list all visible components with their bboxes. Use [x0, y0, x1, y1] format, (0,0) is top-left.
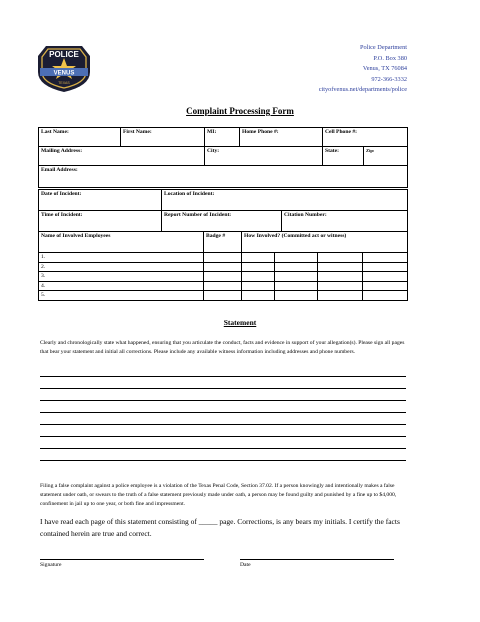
how-involved-header: How Involved? (Committed act or witness)	[242, 232, 408, 253]
badge-cell[interactable]	[204, 291, 242, 301]
statement-line[interactable]	[40, 460, 406, 461]
department-website[interactable]: cityofvenus.net/departments/police	[318, 86, 407, 94]
table-row	[39, 253, 408, 263]
involved-cell[interactable]	[363, 262, 408, 272]
false-complaint-warning: Filing a false complaint against a police employee is a violation of the Texas Penal Code, Section 37.02. If a person knowingly and intentionally makes a false statement under oath, or swears to the truth of a false statement previously made under oath, a person may be found guilty and punished by a fine up to $4,000, confinement in jail up to one year, or both fine and impressment.	[40, 483, 397, 507]
home-phone-field[interactable]: Home Phone #:	[240, 128, 323, 147]
city-field[interactable]: City:	[205, 147, 323, 166]
statement-line[interactable]	[40, 424, 406, 425]
statement-heading: Statement	[223, 318, 257, 327]
statement-line[interactable]	[40, 388, 406, 389]
badge-cell[interactable]	[204, 272, 242, 282]
mi-field[interactable]: MI:	[205, 128, 240, 147]
employees-table	[38, 231, 408, 301]
involved-cell[interactable]	[242, 281, 275, 291]
email-field[interactable]: Email Address:	[39, 166, 408, 188]
involved-cell[interactable]	[363, 272, 408, 282]
department-po-box: P.O. Box 380	[373, 54, 407, 62]
employee-row-number[interactable]: 1.	[39, 253, 204, 263]
involved-cell[interactable]	[242, 272, 275, 282]
employee-row-number[interactable]: 5.	[39, 291, 204, 301]
statement-line[interactable]	[40, 376, 406, 377]
certification-statement: I have read each page of this statement consisting of _____ page. Corrections, is any bears my initials. I certify the facts contained herein are true and correct.	[40, 517, 400, 538]
involved-cell[interactable]	[363, 291, 408, 301]
badge-header: Badge #	[204, 232, 242, 253]
table-row	[39, 262, 408, 272]
citation-number-field[interactable]: Citation Number:	[282, 211, 408, 232]
department-name: Police Department	[359, 44, 407, 51]
signature-label: Signature	[40, 562, 62, 568]
last-name-field[interactable]: Last Name:	[39, 128, 121, 147]
date-line[interactable]	[240, 559, 394, 560]
involved-cell[interactable]	[363, 253, 408, 263]
department-phone: 972-366-3332	[371, 75, 407, 83]
employee-name-header: Name of Involved Employees	[39, 232, 204, 253]
department-address	[319, 43, 407, 96]
involved-cell[interactable]	[318, 281, 363, 291]
state-field[interactable]: State:	[323, 147, 364, 166]
involved-cell[interactable]	[318, 272, 363, 282]
statement-line[interactable]	[40, 412, 406, 413]
involved-cell[interactable]	[275, 281, 318, 291]
table-row	[39, 272, 408, 282]
involved-cell[interactable]	[275, 262, 318, 272]
signature-line[interactable]	[40, 559, 204, 560]
statement-line[interactable]	[40, 436, 406, 437]
table-row	[39, 281, 408, 291]
involved-cell[interactable]	[318, 262, 363, 272]
address-table	[38, 146, 408, 188]
involved-cell[interactable]	[242, 262, 275, 272]
statement-line[interactable]	[40, 400, 406, 401]
employee-row-number[interactable]: 2.	[39, 262, 204, 272]
badge-cell[interactable]	[204, 253, 242, 263]
incident-table	[38, 189, 408, 232]
involved-cell[interactable]	[275, 253, 318, 263]
date-of-incident-field[interactable]: Date of Incident:	[39, 190, 162, 211]
involved-cell[interactable]	[242, 253, 275, 263]
involved-cell[interactable]	[318, 253, 363, 263]
involved-cell[interactable]	[242, 291, 275, 301]
involved-cell[interactable]	[275, 272, 318, 282]
report-number-field[interactable]: Report Number of Incident:	[162, 211, 282, 232]
logo-band-text: VENUS	[53, 70, 75, 77]
logo-bottom-text: TEXAS	[58, 81, 70, 85]
police-badge-logo	[36, 42, 92, 94]
mailing-address-field[interactable]: Mailing Address:	[39, 147, 205, 166]
location-of-incident-field[interactable]: Location of Incident:	[162, 190, 408, 211]
logo-top-text: POLICE	[49, 50, 79, 59]
badge-cell[interactable]	[204, 262, 242, 272]
employee-row-number[interactable]: 3.	[39, 272, 204, 282]
statement-line[interactable]	[40, 448, 406, 449]
employee-row-number[interactable]: 4.	[39, 281, 204, 291]
involved-cell[interactable]	[318, 291, 363, 301]
complainant-info-table	[38, 127, 408, 147]
badge-cell[interactable]	[204, 281, 242, 291]
first-name-field[interactable]: First Name:	[121, 128, 205, 147]
involved-cell[interactable]	[363, 281, 408, 291]
time-of-incident-field[interactable]: Time of Incident:	[39, 211, 162, 232]
statement-instructions: Clearly and chronologically state what happened, ensuring that you articulate the conduct, facts and evidence in support of your allegation(s). Please sign all pages that bear your statement and initial all corrections. Please include any available witness information including addresses and phone numbers.	[40, 340, 405, 355]
department-city: Venus, TX 76084	[362, 65, 407, 73]
table-row	[39, 291, 408, 301]
form-title: Complaint Processing Form	[186, 106, 294, 116]
cell-phone-field[interactable]: Cell Phone #:	[323, 128, 408, 147]
zip-field[interactable]: Zip:	[364, 147, 408, 166]
involved-cell[interactable]	[275, 291, 318, 301]
date-label: Date	[240, 562, 251, 568]
